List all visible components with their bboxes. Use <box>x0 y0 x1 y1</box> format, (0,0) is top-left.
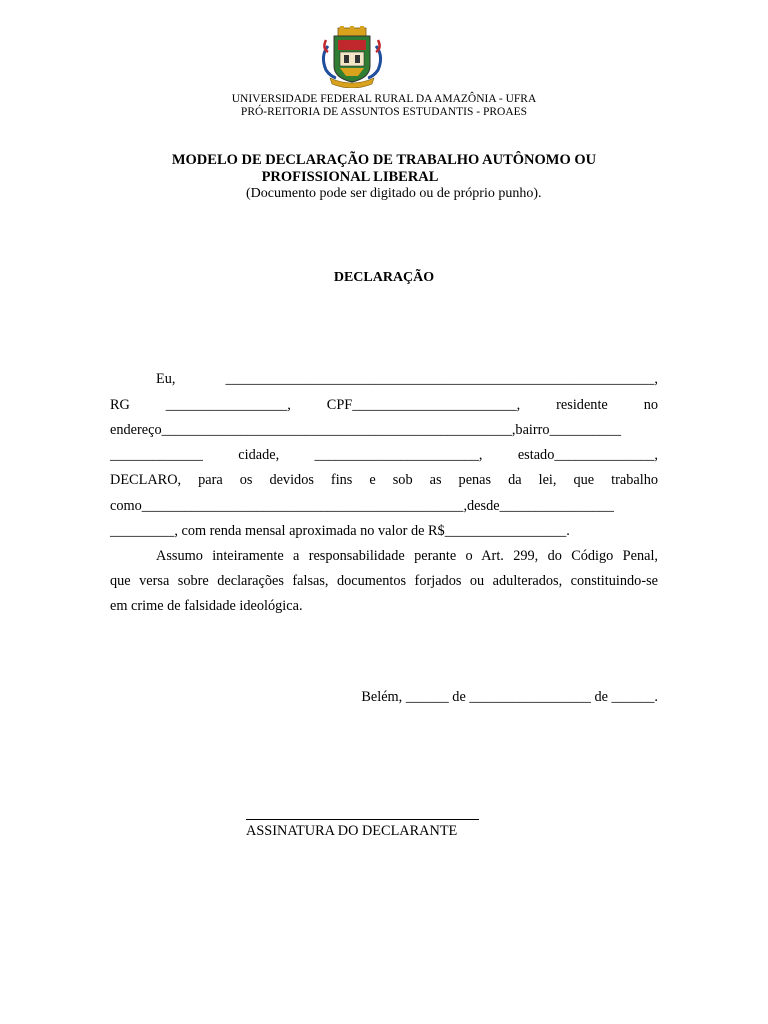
body-line: em crime de falsidade ideológica. <box>110 598 303 614</box>
body-line: como_____________________________________________,desde________________ <box>110 498 614 514</box>
document-title-line-1: MODELO DE DECLARAÇÃO DE TRABALHO AUTÔNOMO OU <box>171 152 597 168</box>
document-subtitle: (Documento pode ser digitado ou de próprio punho). <box>246 186 542 201</box>
body-line: _________, com renda mensal aproximada no valor de R$_________________. <box>110 523 570 539</box>
declaration-heading: DECLARAÇÃO <box>333 270 435 285</box>
document-title-line-2: PROFISSIONAL LIBERAL <box>261 169 439 185</box>
body-line: RG _________________, CPF_______________________, residente no <box>110 397 658 413</box>
body-line: que versa sobre declarações falsas, documentos forjados ou adulterados, constituindo-se <box>110 573 658 589</box>
body-line: endereço_________________________________________________,bairro__________ <box>110 422 622 438</box>
institution-name: UNIVERSIDADE FEDERAL RURAL DA AMAZÔNIA - UFRA <box>231 93 537 105</box>
signature-rule <box>246 819 479 820</box>
university-crest-logo <box>318 26 386 88</box>
place-date-line: Belém, ______ de _________________ de ______. <box>361 689 658 705</box>
institution-department: PRÓ-REITORIA DE ASSUNTOS ESTUDANTIS - PROAES <box>240 106 528 118</box>
body-line: _____________ cidade, _______________________, estado______________, <box>110 447 658 463</box>
body-line: Assumo inteiramente a responsabilidade perante o Art. 299, do Código Penal, <box>156 548 658 564</box>
body-line: DECLARO, para os devidos fins e sob as penas da lei, que trabalho <box>110 472 658 488</box>
signature-label: ASSINATURA DO DECLARANTE <box>246 823 458 839</box>
body-line: Eu, ____________________________________________________________, <box>156 371 658 387</box>
